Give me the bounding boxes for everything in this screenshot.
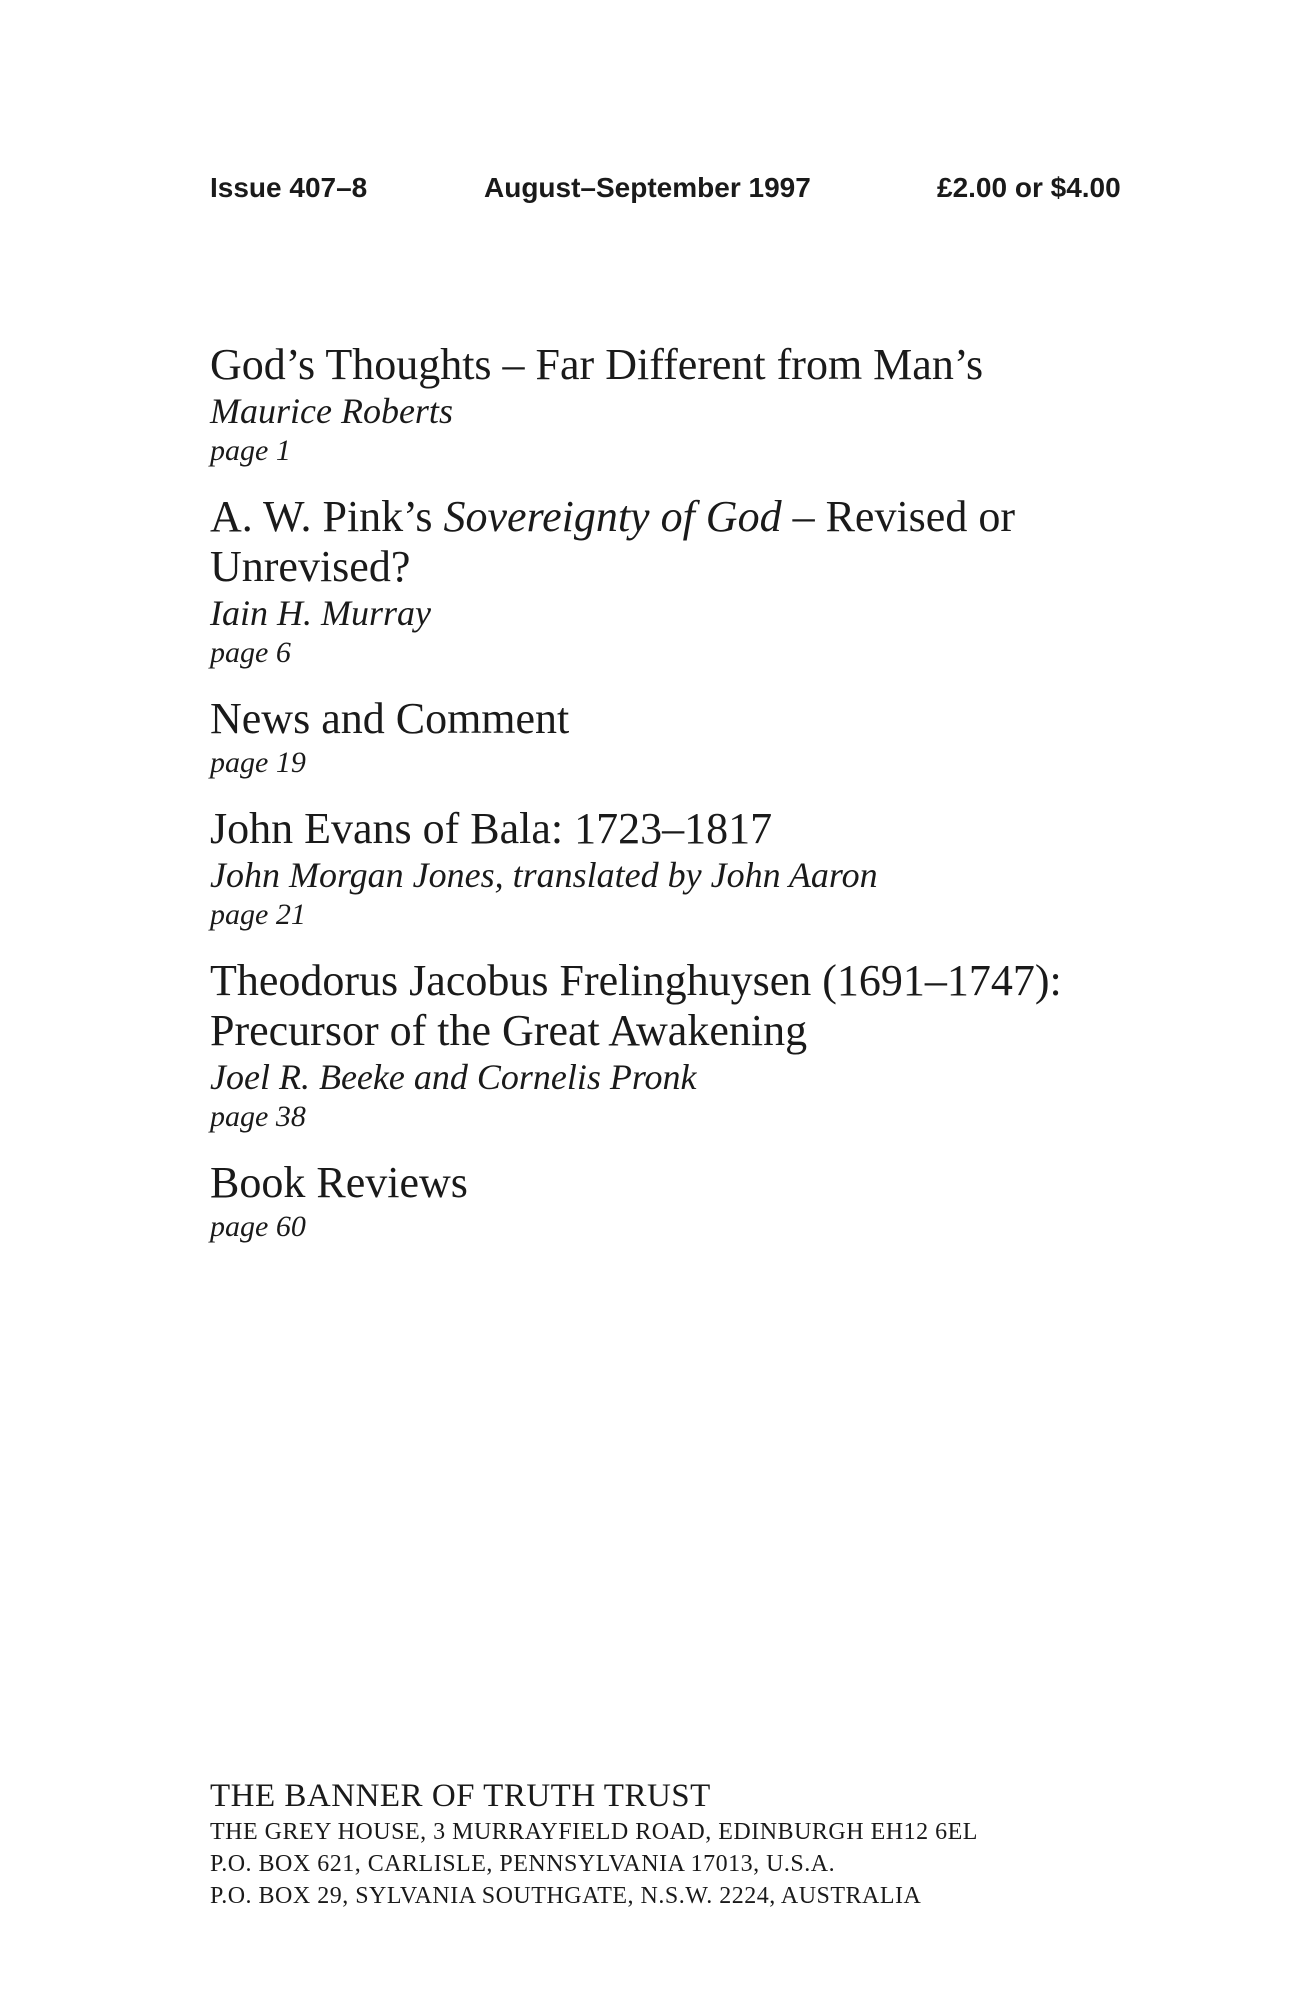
toc-entry	[210, 804, 1210, 934]
toc-entry-title: God’s Thoughts – Far Different from Man’s	[210, 340, 984, 389]
toc-entry-title-line: Theodorus Jacobus Frelinghuysen (1691–1747):	[210, 956, 1062, 1005]
toc-entry-page: page 19	[210, 746, 306, 779]
toc-entry-page: page 60	[210, 1210, 306, 1243]
toc-entry-page: page 6	[210, 636, 291, 669]
toc-entry-author: Maurice Roberts	[210, 391, 453, 431]
toc-entry-title: Book Reviews	[210, 1158, 468, 1207]
toc-entry-page: page 1	[210, 434, 291, 467]
toc-entry	[210, 492, 1210, 672]
toc-entry-author: John Morgan Jones, translated by John Aaron	[210, 855, 878, 895]
toc-entry-title-part: A. W. Pink’s	[210, 492, 444, 541]
toc-entry	[210, 956, 1210, 1136]
toc-entry-page: page 38	[210, 1100, 306, 1133]
toc-entry-author: Iain H. Murray	[210, 593, 431, 633]
toc-entry-title: John Evans of Bala: 1723–1817	[210, 804, 773, 853]
publisher-address: THE GREY HOUSE, 3 MURRAYFIELD ROAD, EDINBURGH EH12 6EL	[210, 1819, 978, 1845]
publisher-address: P.O. BOX 621, CARLISLE, PENNSYLVANIA 17013, U.S.A.	[210, 1851, 836, 1877]
toc-entry	[210, 1158, 1210, 1246]
issue-date: August–September 1997	[484, 172, 811, 203]
toc-entry-title-book: Sovereignty of God	[443, 492, 782, 541]
toc-entry-page: page 21	[210, 898, 306, 931]
toc-entry-author: Joel R. Beeke and Cornelis Pronk	[210, 1057, 697, 1097]
publisher-address: P.O. BOX 29, SYLVANIA SOUTHGATE, N.S.W. 2224, AUSTRALIA	[210, 1883, 922, 1909]
toc-entry-title	[210, 492, 1210, 592]
table-of-contents	[210, 340, 1210, 1268]
publisher-info	[210, 1776, 1210, 1912]
toc-entry	[210, 694, 1210, 782]
issue-header	[210, 172, 1160, 216]
toc-entry-title: News and Comment	[210, 694, 570, 743]
publisher-name: THE BANNER OF TRUTH TRUST	[210, 1778, 711, 1814]
toc-entry-title-line: Precursor of the Great Awakening	[210, 1006, 808, 1055]
toc-entry	[210, 340, 1210, 470]
issue-number: Issue 407–8	[210, 172, 368, 203]
issue-price: £2.00 or $4.00	[937, 172, 1121, 203]
toc-entry-title-part: – Revised or Unrevised?	[210, 492, 1015, 591]
